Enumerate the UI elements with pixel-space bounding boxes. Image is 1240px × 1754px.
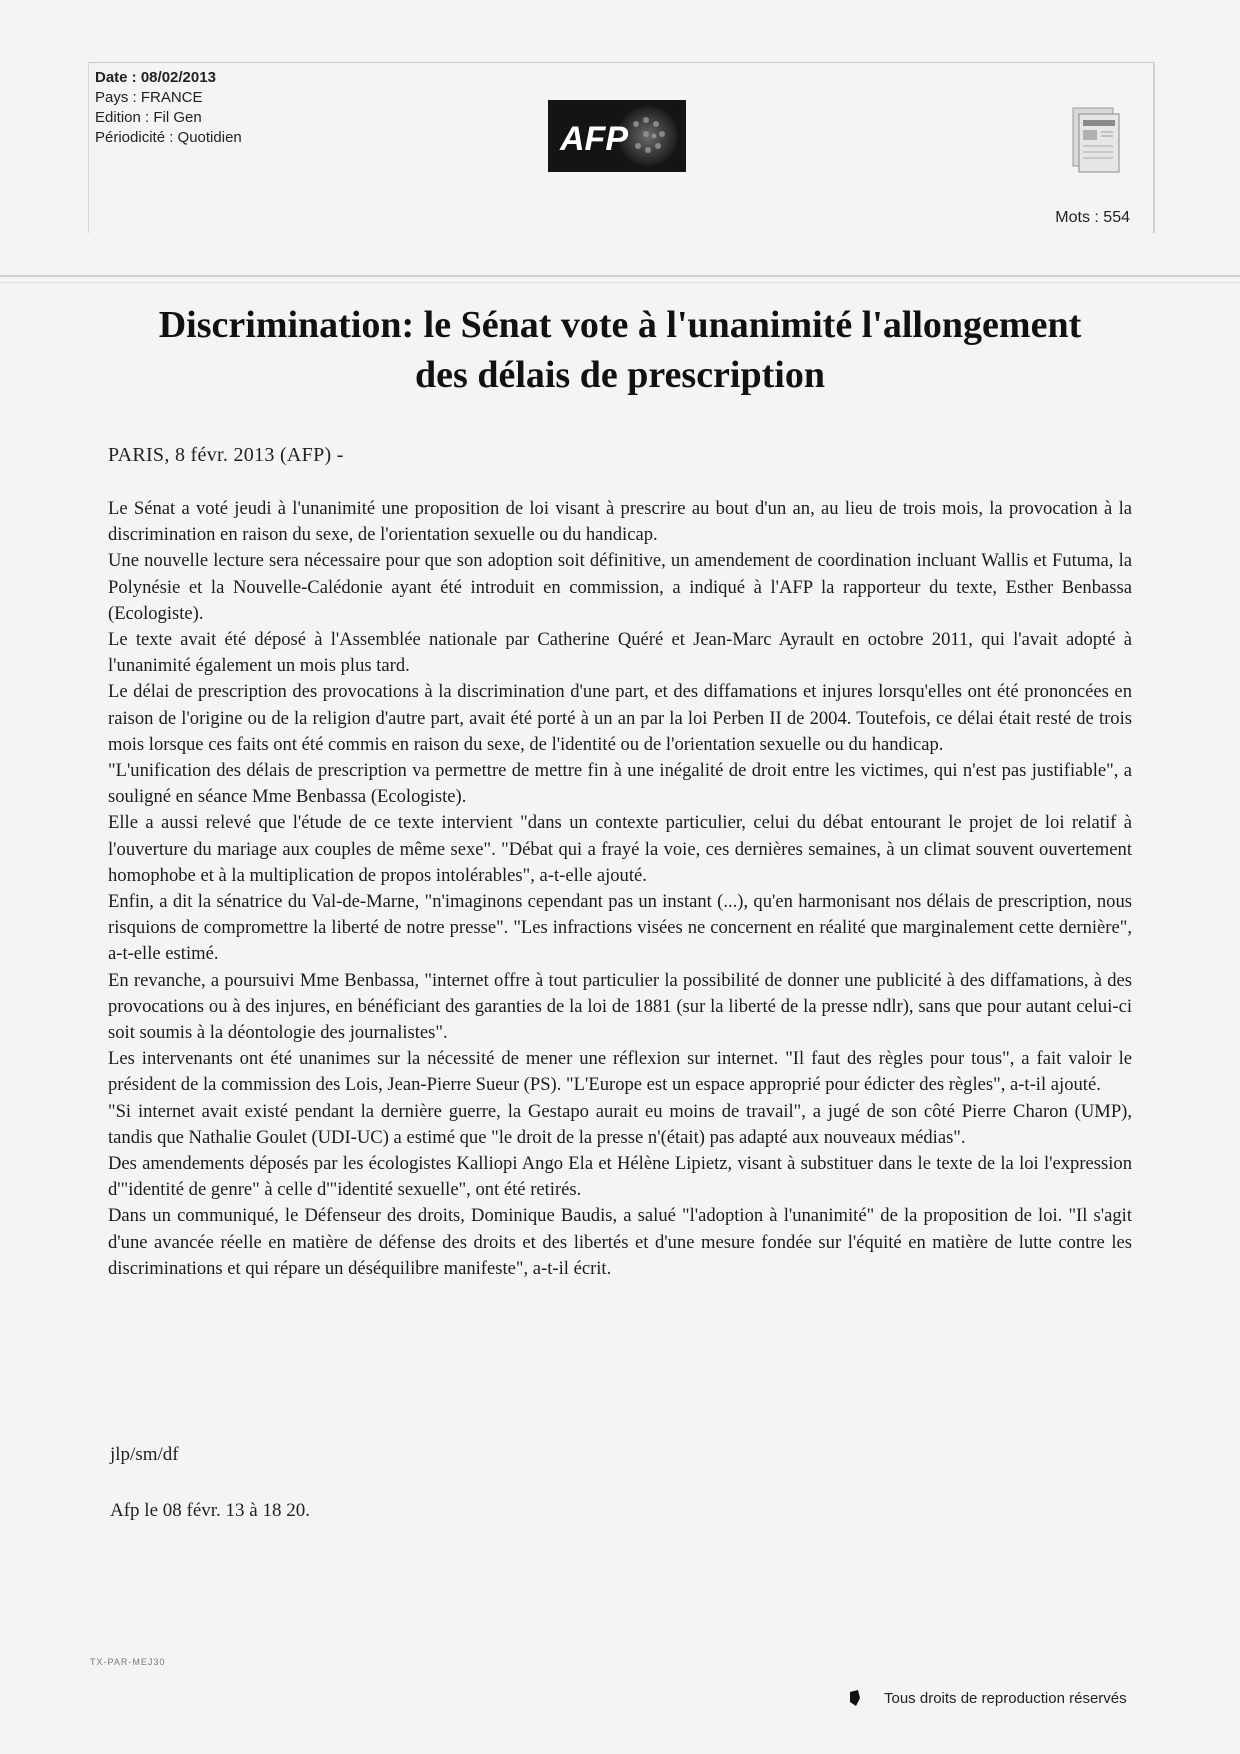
- paragraph: Enfin, a dit la sénatrice du Val-de-Marne, "n'imaginons cependant pas un instant (...), qu'en harmonisant nos délais de prescription, nous risquions de compromettre la liberté de notre presse". "Les infractions visées ne concernent en réalité que marginalement cette dernière", a-t-elle estimé.: [108, 891, 1132, 965]
- press-metadata: [95, 68, 242, 148]
- signature: jlp/sm/df: [110, 1444, 179, 1465]
- paragraph: Le texte avait été déposé à l'Assemblée nationale par Catherine Quéré et Jean-Marc Ayrault en octobre 2011, qui l'avait adopté à l'unanimité également un mois plus tard.: [108, 629, 1132, 677]
- paragraph: Les intervenants ont été unanimes sur la nécessité de mener une réflexion sur internet. "Il faut des règles pour tous", a fait valoir le président de la commission des Lois, Jean-Pierre Sueur (PS). "L'Europe est un espace approprié pour édicter des règles", a-t-il ajouté.: [108, 1048, 1132, 1096]
- article-body: [108, 496, 1132, 1282]
- article-title: [100, 300, 1140, 400]
- afp-timestamp: Afp le 08 févr. 13 à 18 20.: [110, 1500, 310, 1521]
- paragraph: Des amendements déposés par les écologistes Kalliopi Ango Ela et Hélène Lipietz, visant à substituer dans le texte de la loi l'expression d'"identité de genre" à celle d'"identité sexuelle", ont été retirés.: [108, 1153, 1132, 1201]
- paragraph: Le Sénat a voté jeudi à l'unanimité une proposition de loi visant à prescrire au bout d'un an, au lieu de trois mois, la provocation à la discrimination en raison du sexe, de l'orientation sexuelle ou du handicap.: [108, 498, 1132, 546]
- paragraph: "L'unification des délais de prescription va permettre de mettre fin à une inégalité de droit entre les victimes, qui n'est pas justifiable", a souligné en séance Mme Benbassa (Ecologiste).: [108, 760, 1132, 808]
- afp-logo: [548, 100, 686, 172]
- divider-secondary: [0, 282, 1240, 283]
- meta-periodicity: Périodicité : Quotidien: [95, 129, 242, 146]
- copyright-icon: [848, 1690, 862, 1706]
- title-line-2: des délais de prescription: [415, 354, 825, 396]
- paragraph: Elle a aussi relevé que l'étude de ce texte intervient "dans un contexte particulier, celui du débat entourant le projet de loi relatif à l'ouverture du mariage aux couples de même sexe". "Débat qui a frayé la voie, ces dernières semaines, à un climat souvent ouvertement homophobe et à la multiplication de propos intolérables", a-t-elle ajouté.: [108, 812, 1132, 886]
- paragraph: En revanche, a poursuivi Mme Benbassa, "internet offre à tout particulier la possibilité de donner une publicité à des diffamations, à des provocations ou à des injures, en bénéficiant des garanties de la loi de 1881 (sur la liberté de la presse ndlr), sans que pour autant celui-ci soit soumis à la déontologie des journalistes".: [108, 969, 1132, 1044]
- title-line-1: Discrimination: le Sénat vote à l'unanimité l'allongement: [158, 304, 1082, 346]
- paragraph: Dans un communiqué, le Défenseur des droits, Dominique Baudis, a salué "l'adoption à l'unanimité" de la proposition de loi. "Il s'agit d'une avancée réelle en matière de défense des droits et des libertés et d'une mesure fondée sur l'équité en matière de lutte contre les discriminations et qui répare un déséquilibre manifeste", a-t-il écrit.: [108, 1205, 1132, 1279]
- meta-edition: Edition : Fil Gen: [95, 109, 202, 126]
- meta-country: Pays : FRANCE: [95, 89, 203, 106]
- afp-logo-text: AFP: [560, 120, 628, 158]
- newspaper-icon: [1055, 100, 1127, 180]
- paragraph: "Si internet avait existé pendant la dernière guerre, la Gestapo aurait eu moins de travail", a jugé de son côté Pierre Charon (UMP), tandis que Nathalie Goulet (UDI-UC) a estimé que "le droit de la presse n'(était) pas adapté aux nouveaux médias".: [108, 1100, 1132, 1148]
- dateline: PARIS, 8 févr. 2013 (AFP) -: [108, 444, 344, 466]
- paragraph: Une nouvelle lecture sera nécessaire pour que son adoption soit définitive, un amendement de coordination incluant Wallis et Futuma, la Polynésie et la Nouvelle-Calédonie ayant été introduit en commission, a indiqué à l'AFP la rapporteur du texte, Esther Benbassa (Ecologiste).: [108, 550, 1132, 624]
- meta-date: Date : 08/02/2013: [95, 69, 216, 86]
- rights-notice: Tous droits de reproduction réservés: [884, 1690, 1127, 1707]
- paragraph: Le délai de prescription des provocations à la discrimination d'une part, et des diffamations et injures lorsqu'elles ont été prononcées en raison de l'origine ou de la religion d'autre part, avait été porté à un an par la loi Perben II de 2004. Toutefois, ce délai était resté de trois mois lorsque ces faits ont été commis en raison du sexe, de l'identité ou de l'orientation sexuelle ou du handicap.: [108, 681, 1132, 755]
- word-count: Mots : 554: [1055, 209, 1130, 226]
- divider: [0, 275, 1240, 277]
- document-code: TX-PAR-MEJ30: [90, 1657, 166, 1667]
